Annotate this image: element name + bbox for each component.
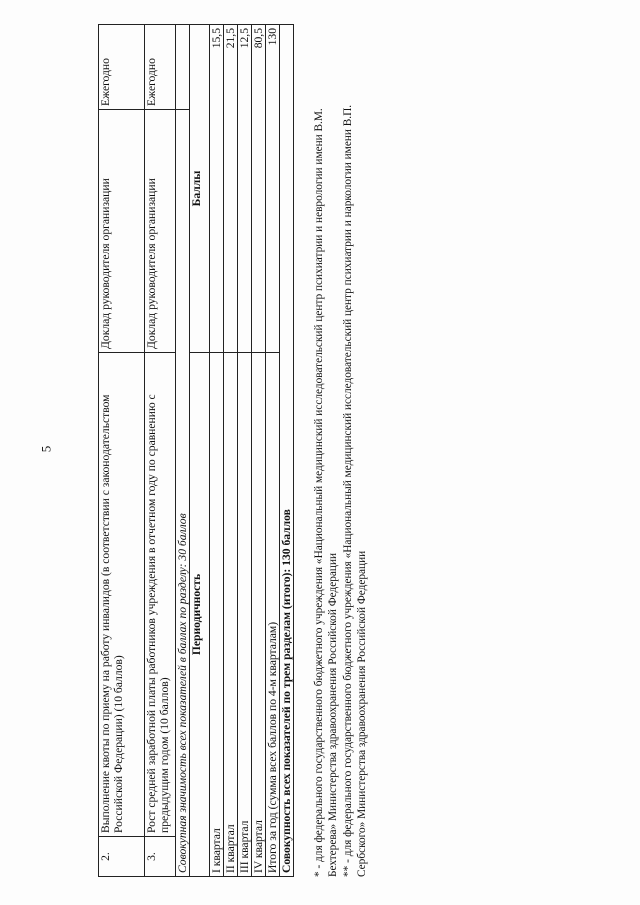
period-label: Итого за год (сумма всех баллов по 4-м кварталам): [266, 353, 280, 877]
table-row: [224, 25, 238, 877]
score-value: 21,5: [224, 25, 238, 353]
score-header-row: [190, 25, 210, 877]
empty-cell: [176, 25, 190, 110]
table-row: [252, 25, 266, 877]
report-period: Ежегодно: [145, 25, 176, 110]
table-row: [280, 25, 294, 877]
footnotes: [312, 57, 369, 877]
indicator-text: Выполнение квоты по приему на работу инвалидов (в соответствии с законодательством Российской Федерации) (10 баллов): [99, 353, 145, 837]
report-period: Ежегодно: [99, 25, 145, 110]
row-number: 2.: [99, 837, 145, 877]
period-label: I квартал: [210, 353, 224, 877]
indicator-text: Рост средней заработной платы работников учреждения в отчетном году по сравнению с предыдущим годом (10 баллов): [145, 353, 176, 837]
row-number: 3.: [145, 837, 176, 877]
section-total: Совокупная значимость всех показателей в баллах по разделу: 30 баллов: [176, 110, 190, 877]
table-row: [145, 25, 176, 877]
score-value: 80,5: [252, 25, 266, 353]
grand-total: Совокупность всех показателей по трем разделам (итого): 130 баллов: [280, 25, 294, 877]
score-header: Баллы: [190, 25, 210, 353]
rotated-content: [98, 25, 548, 877]
period-header: Периодичность: [190, 353, 210, 877]
score-value: 15,5: [210, 25, 224, 353]
table-row: [238, 25, 252, 877]
score-value: 12,5: [238, 25, 252, 353]
table-row: [210, 25, 224, 877]
period-label: III квартал: [238, 353, 252, 877]
table-row: [99, 25, 145, 877]
score-value: 130: [266, 25, 280, 353]
period-label: II квартал: [224, 353, 238, 877]
page-number: 5: [38, 445, 54, 453]
footnote: * - для федерального государственного бюджетного учреждения «Национальный медицинский исследовательский центр психиатрии и неврологии имени В.М. Бехтерева» Министерства здравоохранения Российской Федерации: [313, 108, 339, 877]
indicators-table: [98, 24, 294, 877]
report-source: Доклад руководителя организации: [99, 110, 145, 353]
table-row: [266, 25, 280, 877]
footnote: ** - для федерального государственного бюджетного учреждения «Национальный медицинский исследовательский центр психиатрии и наркологии имени В.П. Сербского» Министерства здравоохранения Российской Федерации: [342, 104, 368, 877]
table-row: [176, 25, 190, 877]
period-label: IV квартал: [252, 353, 266, 877]
report-source: Доклад руководителя организации: [145, 110, 176, 353]
